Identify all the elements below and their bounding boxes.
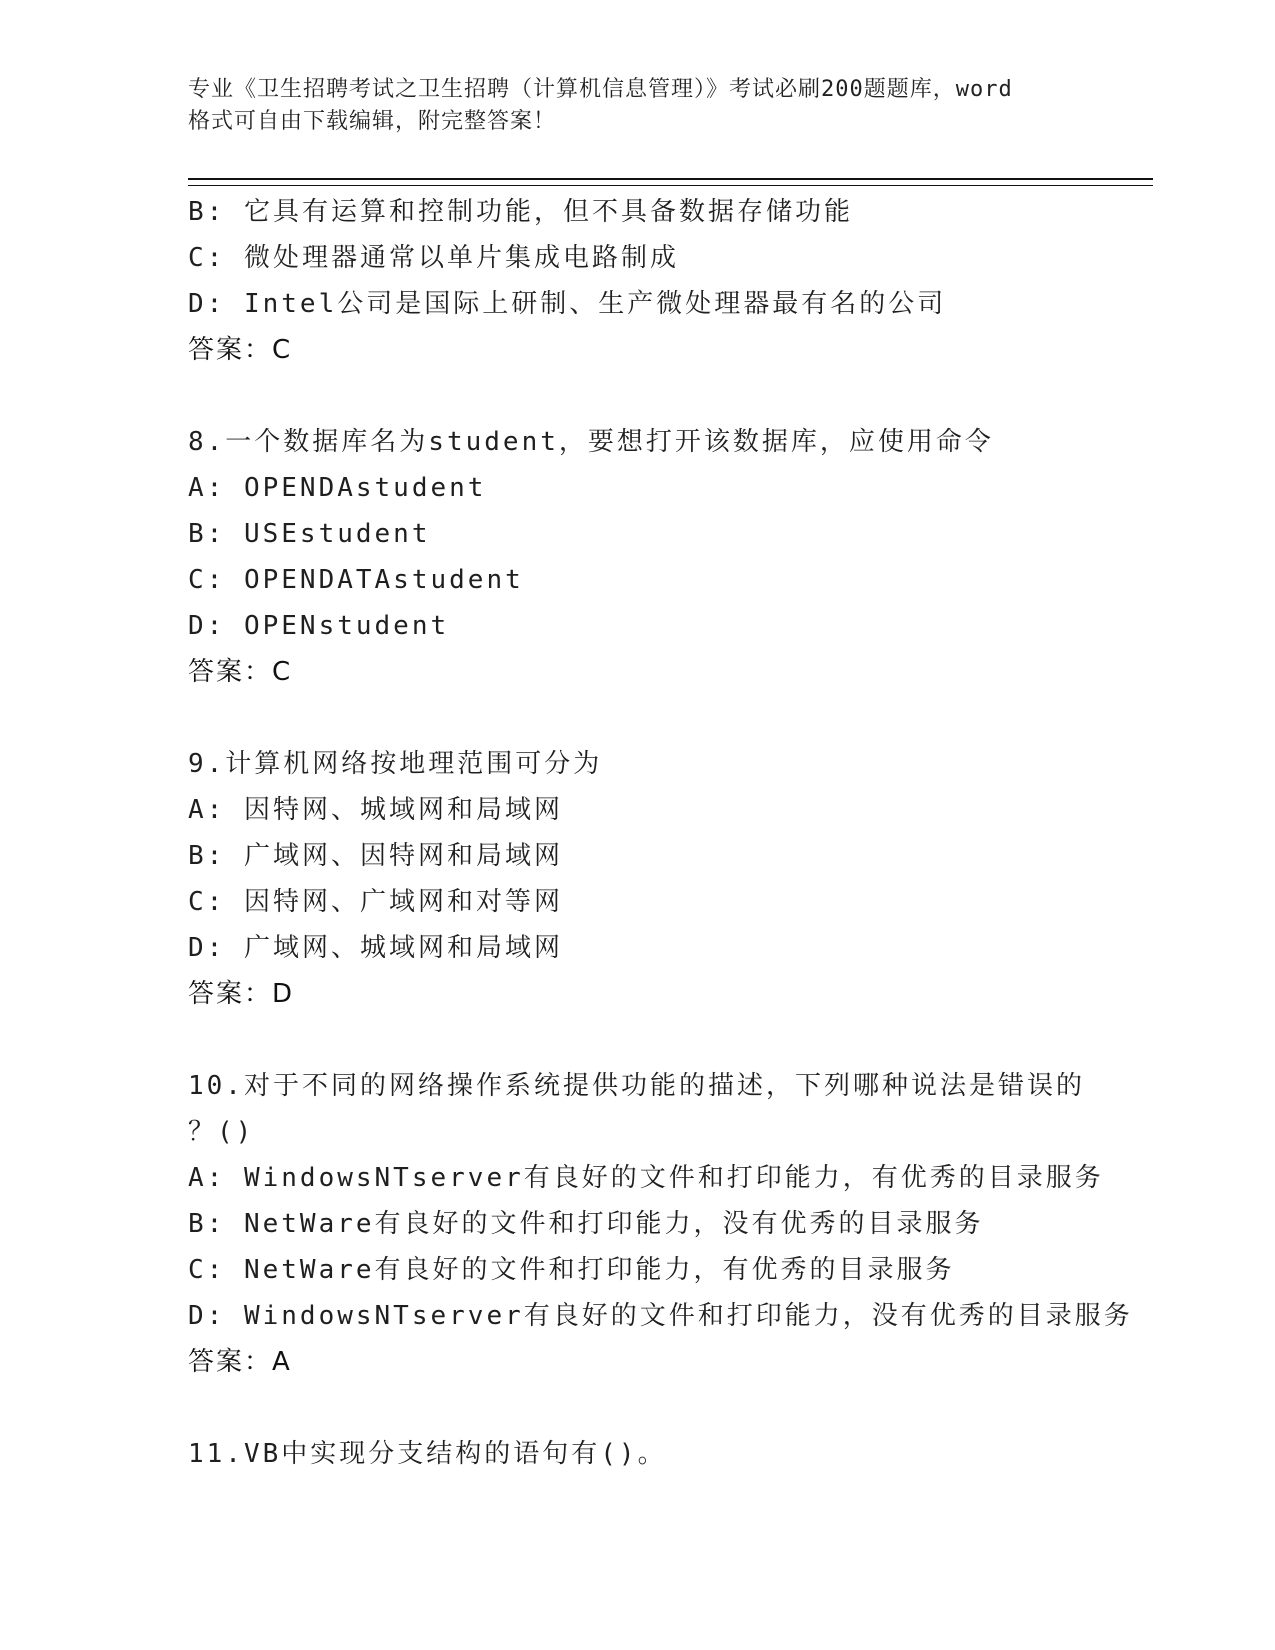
q10-option-a: A: WindowsNTserver有良好的文件和打印能力，有优秀的目录服务 (188, 1163, 1104, 1193)
q10-option-c: C: NetWare有良好的文件和打印能力，有优秀的目录服务 (188, 1255, 955, 1285)
q8-option-b: B: USEstudent (188, 519, 431, 549)
question-11 (188, 1431, 1088, 1477)
q8-option-c: C: OPENDATAstudent (188, 565, 524, 595)
q11-question: 11.VB中实现分支结构的语句有()。 (188, 1439, 667, 1469)
spacer (188, 1385, 1088, 1431)
question-list (188, 189, 1133, 1477)
q7-option-d: D: Intel公司是国际上研制、生产微处理器最有名的公司 (188, 289, 947, 319)
q8-option-d: D: OPENstudent (188, 611, 450, 641)
q9-answer: 答案：D (188, 979, 295, 1009)
question-10 (188, 1063, 1133, 1385)
q7-option-c: C: 微处理器通常以单片集成电路制成 (188, 243, 679, 273)
q9-option-b: B: 广域网、因特网和局域网 (188, 841, 563, 871)
spacer (188, 373, 1088, 419)
q8-option-a: A: OPENDAstudent (188, 473, 487, 503)
q10-option-b: B: NetWare有良好的文件和打印能力，没有优秀的目录服务 (188, 1209, 984, 1239)
q10-question-line-2: ？() (188, 1117, 255, 1147)
q9-option-a: A: 因特网、城域网和局域网 (188, 795, 563, 825)
q9-question: 9.计算机网络按地理范围可分为 (188, 749, 603, 779)
q10-answer: 答案：A (188, 1347, 292, 1377)
q10-question-line-1: 10.对于不同的网络操作系统提供功能的描述，下列哪种说法是错误的 (188, 1071, 1085, 1101)
q7-option-b: B: 它具有运算和控制功能，但不具备数据存储功能 (188, 197, 853, 227)
q10-option-d: D: WindowsNTserver有良好的文件和打印能力，没有优秀的目录服务 (188, 1301, 1133, 1331)
spacer (188, 1017, 1088, 1063)
header-title-line-1: 专业《卫生招聘考试之卫生招聘（计算机信息管理）》考试必刷200题题库，word (188, 77, 1013, 102)
header-title-line-2: 格式可自由下载编辑，附完整答案！ (188, 109, 557, 134)
q8-question: 8.一个数据库名为student，要想打开该数据库，应使用命令 (188, 427, 994, 457)
q7-answer: 答案：C (188, 335, 293, 365)
q9-option-d: D: 广域网、城域网和局域网 (188, 933, 563, 963)
spacer (188, 695, 1088, 741)
question-7-tail (188, 189, 1088, 373)
q9-option-c: C: 因特网、广域网和对等网 (188, 887, 563, 917)
question-8 (188, 419, 1088, 695)
header-divider (188, 178, 1153, 186)
question-9 (188, 741, 1088, 1017)
document-header (188, 74, 1088, 138)
q8-answer: 答案：C (188, 657, 293, 687)
